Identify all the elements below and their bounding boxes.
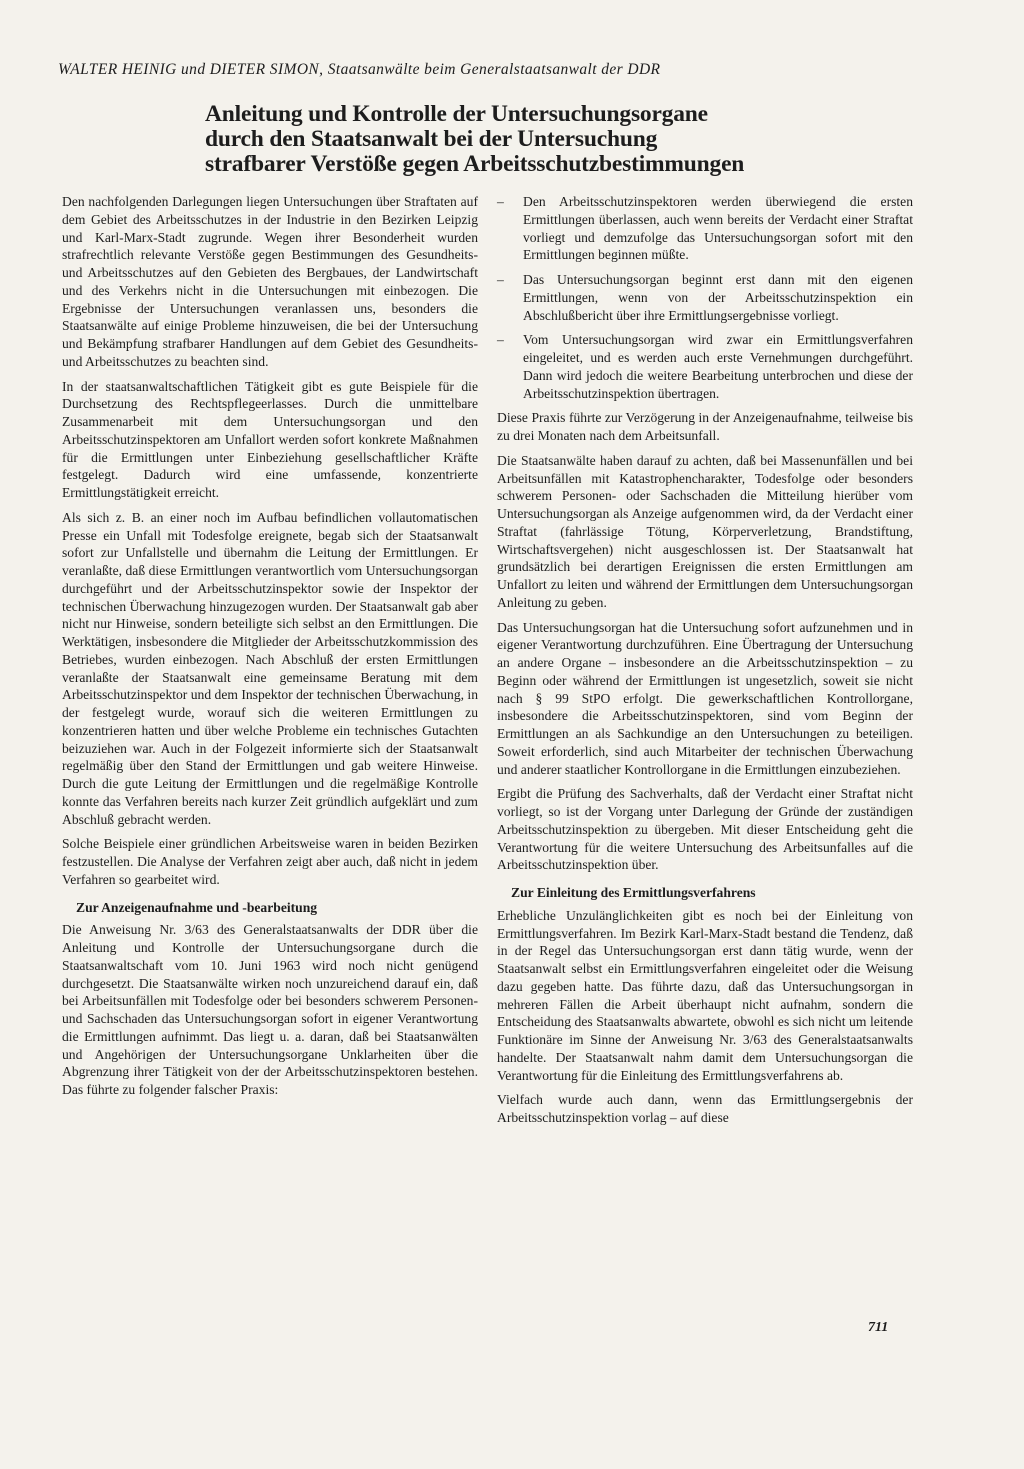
- dash-list-item: [497, 271, 913, 324]
- paragraph: Das Untersuchungsorgan hat die Untersuchung sofort aufzunehmen und in eigener Verantwortung durchzuführen. Eine Übertragung der Untersuchung an andere Organe – insbesondere an die Arbeitsschutzinspektion – zu Beginn oder während der Ermittlungen ist ungesetzlich, soweit sie nicht nach § 99 StPO erfolgt. Die gewerkschaftlichen Kontrollorgane, insbesondere die Arbeitsschutzinspektoren, sind vom Beginn der Ermittlungen an als Sachkundige an den Untersuchungen zu beteiligen. Soweit erforderlich, sind auch Mitarbeiter der technischen Überwachung und anderer staatlicher Kontrollorgane in die Ermittlungen einzubeziehen.: [497, 619, 913, 777]
- paragraph: Ergibt die Prüfung des Sachverhalts, daß der Verdacht einer Straftat nicht vorliegt, so ist der Vorgang unter Darlegung der Gründe der zuständigen Arbeitsschutzinspektion zu übergeben. Mit dieser Entscheidung geht die Verantwortung für die weitere Untersuchung des Arbeitsunfalles auf die Arbeitsschutzinspektion über.: [497, 786, 913, 873]
- list-item-text: Das Untersuchungsorgan beginnt erst dann mit den eigenen Ermittlungen, wenn von der Arbeitsschutzinspektion ein Abschlußbericht über ihre Ermittlungsergebnisse vorliegt.: [523, 272, 913, 323]
- paragraph: Vielfach wurde auch dann, wenn das Ermittlungsergebnis der Arbeitsschutzinspektion vorlag – auf diese: [497, 1092, 913, 1125]
- paragraph: Erhebliche Unzulänglichkeiten gibt es noch bei der Einleitung von Ermittlungsverfahren. Im Bezirk Karl-Marx-Stadt bestand die Tendenz, daß in der Regel das Untersuchungsorgan erst dann tätig wurde, wenn der Staatsanwalt selbst ein Ermittlungsverfahren eingeleitet oder die Weisung dazu gegeben hatte. Das führte dazu, daß das Untersuchungsorgan in mehreren Fällen die Arbeit überhaupt nicht aufnahm, sondern die Entscheidung des Staatsanwalts abwartete, obwohl es sich nicht um leitende Funktionäre im Sinne der Anweisung Nr. 3/63 des Generalstaatsanwalts handelte. Der Staatsanwalt nahm damit dem Untersuchungsorgan die Verantwortung für die Einleitung des Ermittlungsverfahrens ab.: [497, 907, 913, 1083]
- title-line: strafbarer Verstöße gegen Arbeitsschutzbestimmungen: [205, 151, 745, 177]
- dash-marker: –: [497, 332, 504, 348]
- paragraph: Diese Praxis führte zur Verzögerung in der Anzeigenaufnahme, teilweise bis zu drei Monaten nach dem Arbeitsunfall.: [497, 410, 913, 443]
- title-line: Anleitung und Kontrolle der Untersuchungsorgane: [205, 101, 708, 127]
- left-column: [62, 193, 478, 1106]
- list-item-text: Den Arbeitsschutzinspektoren werden überwiegend die ersten Ermittlungen überlassen, auch wenn bereits der Verdacht einer Straftat vorliegt und demzufolge das Untersuchungsorgan sofort mit den Ermittlungen beginnen müßte.: [523, 194, 913, 263]
- paragraph: In der staatsanwaltschaftlichen Tätigkeit gibt es gute Beispiele für die Durchsetzung des Rechtspflegeerlasses. Durch die unmittelbare Zusammenarbeit mit dem Untersuchungsorgan und den Arbeitsschutzinspektoren am Unfallort werden sofort konkrete Maßnahmen für die Ermittlungen unter Einbeziehung gesellschaftlicher Kräfte festgelegt. Dadurch wird eine umfassende, konzentrierte Ermittlungstätigkeit erreicht.: [62, 378, 478, 500]
- section-heading: Zur Anzeigenaufnahme und -bearbeitung: [76, 899, 318, 915]
- right-column: [497, 193, 913, 1134]
- dash-marker: –: [497, 194, 504, 209]
- paragraph: Den nachfolgenden Darlegungen liegen Untersuchungen über Straftaten auf dem Gebiet des Arbeitsschutzes in der Industrie in den Bezirken Leipzig und Karl-Marx-Stadt zugrunde. Wegen ihrer Besonderheit wurden strafrechtlich relevante Verstöße gegen Bestimmungen des Gesundheits- und Arbeitsschutzes auf den Gebieten des Bergbaues, der Landwirtschaft und des Verkehrs nicht in die Untersuchungen mit einbezogen. Die Ergebnisse der Untersuchungen veranlassen uns, besonders die Staatsanwälte auf einige Probleme hinzuweisen, die bei der Untersuchung und Bekämpfung strafbarer Handlungen auf dem Gebiet des Gesundheits- und Arbeitsschutzes zu beachten sind.: [62, 194, 478, 369]
- dash-list-item: [497, 193, 913, 264]
- title-line: durch den Staatsanwalt bei der Untersuchung: [205, 126, 658, 152]
- page-number: 711: [868, 1320, 889, 1335]
- article-title: [205, 102, 905, 177]
- list-item-text: Vom Untersuchungsorgan wird zwar ein Ermittlungsverfahren eingeleitet, und es werden auch erste Vernehmungen durchgeführt. Dann wird jedoch die weitere Bearbeitung unterbrochen und diese der Arbeitsschutzinspektion übertragen.: [523, 332, 913, 401]
- paragraph: Solche Beispiele einer gründlichen Arbeitsweise waren in beiden Bezirken festzustellen. Die Analyse der Verfahren zeigt aber auch, daß nicht in jedem Verfahren so gearbeitet wird.: [62, 836, 478, 887]
- dash-list-item: [497, 331, 913, 402]
- author-byline: WALTER HEINIG und DIETER SIMON, Staatsanwälte beim Generalstaatsanwalt der DDR: [58, 61, 661, 78]
- paragraph: Die Staatsanwälte haben darauf zu achten, daß bei Massenunfällen und bei Arbeitsunfällen mit Katastrophencharakter, Todesfolge oder besonders schwerem Personen- oder Sachschaden die Mitteilung hierüber vom Untersuchungsorgan als Anzeige aufgenommen wird, da der Verdacht einer Straftat (fahrlässige Tötung, Körperverletzung, Brandstiftung, Wirtschaftsvergehen) nicht ausgeschlossen ist. Der Staatsanwalt hat grundsätzlich bei derartigen Ereignissen die ersten Ermittlungen am Unfallort zu leiten und während der Ermittlungen dem Untersuchungsorgan Anleitung zu geben.: [497, 452, 913, 610]
- paragraph: Als sich z. B. an einer noch im Aufbau befindlichen vollautomatischen Presse ein Unfall mit Todesfolge ereignete, begab sich der Staatsanwalt sofort zur Unfallstelle und übernahm die Leitung der Ermittlungen. Er veranlaßte, daß diese Ermittlungen verantwortlich vom Untersuchungsorgan durchgeführt und der Arbeitsschutzinspektor sowie der Inspektor der technischen Überwachung hinzugezogen wurden. Der Staatsanwalt gab aber nicht nur Hinweise, sondern beteiligte sich selbst an den Ermittlungen. Die Werktätigen, insbesondere die Mitglieder der Arbeitsschutzkommission des Betriebes, wurden einbezogen. Nach Abschluß der ersten Ermittlungen veranlaßte der Staatsanwalt eine gemeinsame Beratung mit dem Arbeitsschutzinspektor und dem Inspektor der technischen Überwachung, in der festgelegt wurde, worauf sich die weiteren Ermittlungen zu konzentrieren hatten und über welche Probleme ein technisches Gutachten beizuziehen war. Auch in der Folgezeit informierte sich der Staatsanwalt regelmäßig über den Stand der Ermittlungen und gab weitere Hinweise. Durch die gute Leitung der Ermittlungen und die regelmäßige Kontrolle konnte das Verfahren bereits nach kurzer Zeit gründlich aufgeklärt und zum Abschluß gebracht werden.: [62, 509, 479, 827]
- section-heading: Zur Einleitung des Ermittlungsverfahrens: [511, 885, 756, 900]
- paragraph: Die Anweisung Nr. 3/63 des Generalstaatsanwalts der DDR über die Anleitung und Kontrolle der Untersuchungsorgane durch die Staatsanwaltschaft vom 10. Juni 1963 wird noch nicht genügend durchgesetzt. Die Staatsanwälte wirken noch unzureichend darauf ein, daß bei Arbeitsunfällen mit Todesfolge oder bei besonders schwerem Personen- und Sachschaden das Untersuchungsorgan sofort in eigener Verantwortung die Ermittlungen aufnimmt. Das liegt u. a. daran, daß bei Staatsanwälten und Angehörigen der Untersuchungsorgane Unklarheiten über die Abgrenzung ihrer Tätigkeit von der der Arbeitsschutzinspektoren bestehen. Das führte zu folgender falscher Praxis:: [62, 922, 478, 1097]
- dash-marker: –: [497, 272, 504, 287]
